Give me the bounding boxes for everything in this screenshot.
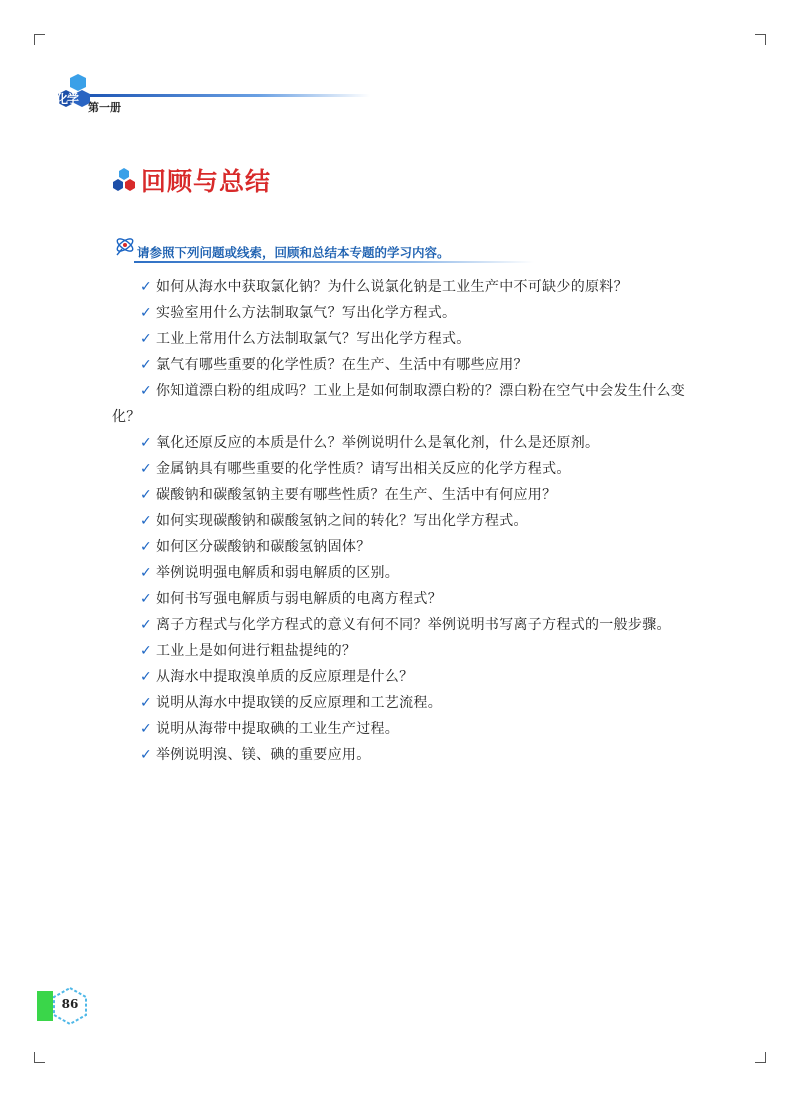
check-icon: ✓ <box>140 643 153 659</box>
check-icon: ✓ <box>140 617 153 633</box>
instruction-rule <box>134 261 534 263</box>
list-item: ✓ 说明从海水中提取镁的反应原理和工艺流程。 <box>112 690 692 716</box>
check-icon: ✓ <box>140 513 153 529</box>
instruction-text: 请参照下列问题或线索，回顾和总结本专题的学习内容。 <box>137 245 450 260</box>
list-item: ✓ 离子方程式与化学方程式的意义有何不同？举例说明书写离子方程式的一般步骤。 <box>112 612 692 638</box>
hexagon-cluster-icon <box>110 166 138 194</box>
header-rule <box>90 94 370 97</box>
check-icon: ✓ <box>140 279 153 295</box>
check-icon: ✓ <box>140 695 153 711</box>
check-icon: ✓ <box>140 747 153 763</box>
volume-label: 第一册 <box>88 101 121 114</box>
list-item: ✓ 如何从海水中获取氯化钠？为什么说氯化钠是工业生产中不可缺少的原料？ <box>112 274 692 300</box>
list-item: ✓ 碳酸钠和碳酸氢钠主要有哪些性质？在生产、生活中有何应用？ <box>112 482 692 508</box>
crop-mark-bottom-left <box>34 1052 45 1063</box>
list-item: ✓ 从海水中提取溴单质的反应原理是什么？ <box>112 664 692 690</box>
list-item: ✓ 工业上常用什么方法制取氯气？写出化学方程式。 <box>112 326 692 352</box>
check-icon: ✓ <box>140 461 153 477</box>
list-item: ✓ 如何实现碳酸钠和碳酸氢钠之间的转化？写出化学方程式。 <box>112 508 692 534</box>
check-icon: ✓ <box>140 435 153 451</box>
list-item: ✓ 实验室用什么方法制取氯气？写出化学方程式。 <box>112 300 692 326</box>
check-icon: ✓ <box>140 305 153 321</box>
check-icon: ✓ <box>140 331 153 347</box>
list-item: ✓ 如何书写强电解质与弱电解质的电离方程式？ <box>112 586 692 612</box>
check-icon: ✓ <box>140 357 153 373</box>
list-item: ✓ 你知道漂白粉的组成吗？工业上是如何制取漂白粉的？漂白粉在空气中会发生什么变化？ <box>112 378 692 430</box>
list-item: ✓ 工业上是如何进行粗盐提纯的？ <box>112 638 692 664</box>
check-icon: ✓ <box>140 565 153 581</box>
check-icon: ✓ <box>140 721 153 737</box>
crop-mark-top-right <box>755 34 766 45</box>
section-title: 回顾与总结 <box>141 167 272 196</box>
list-item: ✓ 如何区分碳酸钠和碳酸氢钠固体？ <box>112 534 692 560</box>
check-icon: ✓ <box>140 591 153 607</box>
book-badge: 化学 <box>56 92 79 106</box>
list-item: ✓ 说明从海带中提取碘的工业生产过程。 <box>112 716 692 742</box>
check-icon: ✓ <box>140 539 153 555</box>
crop-mark-bottom-right <box>755 1052 766 1063</box>
review-question-list <box>112 274 692 768</box>
list-item: ✓ 金属钠具有哪些重要的化学性质？请写出相关反应的化学方程式。 <box>112 456 692 482</box>
atom-icon <box>113 233 137 259</box>
check-icon: ✓ <box>140 383 153 399</box>
check-icon: ✓ <box>140 487 153 503</box>
list-item: ✓ 氧化还原反应的本质是什么？举例说明什么是氧化剂，什么是还原剂。 <box>112 430 692 456</box>
check-icon: ✓ <box>140 669 153 685</box>
list-item: ✓ 举例说明强电解质和弱电解质的区别。 <box>112 560 692 586</box>
page-number: 86 <box>61 997 79 1011</box>
list-item: ✓ 氯气有哪些重要的化学性质？在生产、生活中有哪些应用？ <box>112 352 692 378</box>
list-item: ✓ 举例说明溴、镁、碘的重要应用。 <box>112 742 692 768</box>
crop-mark-top-left <box>34 34 45 45</box>
